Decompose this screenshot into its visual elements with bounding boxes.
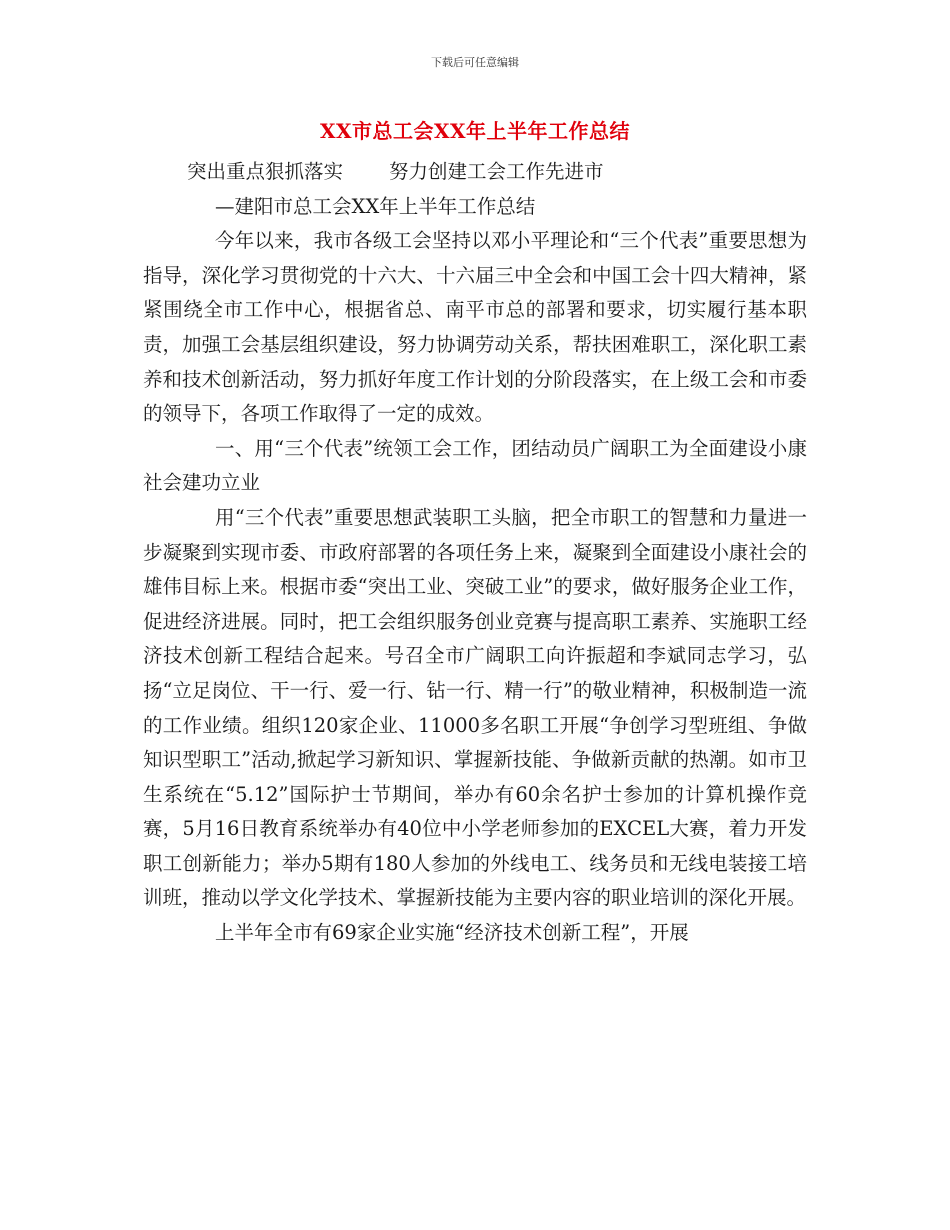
subtitle-line-2: —建阳市总工会XX年上半年工作总结: [215, 194, 536, 218]
document-body: [143, 155, 807, 951]
subtitle-part-2: 努力创建工会工作先进市: [389, 160, 604, 183]
subtitle-line-1: [143, 155, 807, 190]
paragraph-section-1: 用“三个代表”重要思想武装职工头脑，把全市职工的智慧和力量进一步凝聚到实现市委、市政府部署的各项任务上来，凝聚到全面建设小康社会的雄伟目标上来。根据市委“突出工业、突破工业”的要求，做好服务企业工作，促进经济进展。同时，把工会组织服务创业竞赛与提高职工素养、实施职工经济技术创新工程结合起来。号召全市广阔职工向许振超和李斌同志学习，弘扬“立足岗位、干一行、爱一行、钻一行、精一行”的敬业精神，积极制造一流的工作业绩。组织120家企业、11000多名职工开展“争创学习型班组、争做知识型职工”活动,掀起学习新知识、掌握新技能、争做新贡献的热潮。如市卫生系统在“5.12”国际护士节期间，举办有60余名护士参加的计算机操作竞赛，5月16日教育系统举办有40位中小学老师参加的EXCEL大赛，着力开发职工创新能力；举办5期有180人参加的外线电工、线务员和无线电装接工培训班，推动以学文化学技术、掌握新技能为主要内容的职业培训的深化开展。: [143, 505, 807, 910]
header-note: 下载后可任意编辑: [431, 56, 519, 69]
section-heading-1: 一、用“三个代表”统领工会工作，团结动员广阔职工为全面建设小康社会建功立业: [143, 436, 807, 495]
document-title: XX市总工会XX年上半年工作总结: [319, 119, 631, 143]
paragraph-continued: 上半年全市有69家企业实施“经济技术创新工程”，开展: [215, 921, 689, 945]
subtitle-part-1: 突出重点狠抓落实: [187, 160, 344, 183]
paragraph-intro: 今年以来，我市各级工会坚持以邓小平理论和“三个代表”重要思想为指导，深化学习贯彻党的十六大、十六届三中全会和中国工会十四大精神，紧紧围绕全市工作中心，根据省总、南平市总的部署和要求，切实履行基本职责，加强工会基层组织建设，努力协调劳动关系，帮扶困难职工，深化职工素养和技术创新活动，努力抓好年度工作计划的分阶段落实，在上级工会和市委的领导下，各项工作取得了一定的成效。: [143, 229, 807, 426]
